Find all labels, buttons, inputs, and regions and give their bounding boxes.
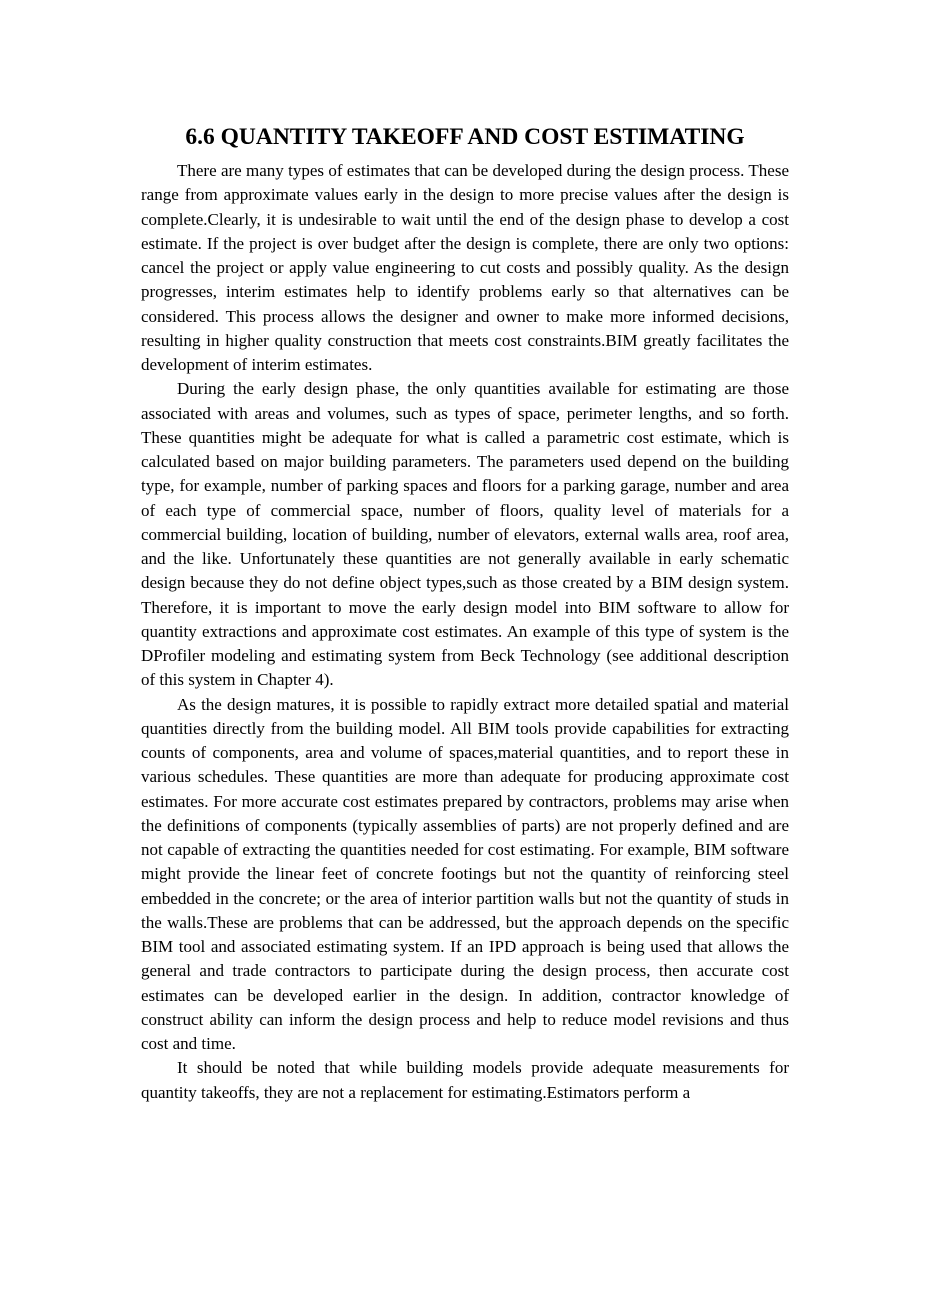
section-title: 6.6 QUANTITY TAKEOFF AND COST ESTIMATING <box>185 124 745 150</box>
page-content <box>141 118 789 1105</box>
paragraph-early-design-phase: During the early design phase, the only quantities available for estimating are those associated with areas and volumes, such as types of space, perimeter lengths, and so forth. These quantities might be adequate for what is called a parametric cost estimate, which is calculated based on major building parameters. The parameters used depend on the building type, for example, number of parking spaces and floors for a parking garage, number and area of each type of commercial space, number of floors, quality level of materials for a commercial building, location of building, number of elevators, external walls area, roof area, and the like. Unfortunately these quantities are not generally available in early schematic design because they do not define object types,such as those created by a BIM design system. Therefore, it is important to move the early design model into BIM software to allow for quantity extractions and approximate cost estimates. An example of this type of system is the DProfiler modeling and estimating system from Beck Technology (see additional description of this system in Chapter 4). <box>141 379 789 690</box>
paragraph-design-matures: As the design matures, it is possible to rapidly extract more detailed spatial and material quantities directly from the building model. All BIM tools provide capabilities for extracting counts of components, area and volume of spaces,material quantities, and to report these in various schedules. These quantities are more than adequate for producing approximate cost estimates. For more accurate cost estimates prepared by contractors, problems may arise when the definitions of components (typically assemblies of parts) are not properly defined and are not capable of extracting the quantities needed for cost estimating. For example, BIM software might provide the linear feet of concrete footings but not the quantity of reinforcing steel embedded in the concrete; or the area of interior partition walls but not the quantity of studs in the walls.These are problems that can be addressed, but the approach depends on the specific BIM tool and associated estimating system. If an IPD approach is being used that allows the general and trade contractors to participate during the design process, then accurate cost estimates can be developed earlier in the design. In addition, contractor knowledge of construct ability can inform the design process and help to reduce model revisions and thus cost and time. <box>141 694 789 1053</box>
paragraph-not-replacement: It should be noted that while building models provide adequate measurements for quantity takeoffs, they are not a replacement for estimating.Estimators perform a <box>141 1058 789 1102</box>
paragraph-estimate-types: There are many types of estimates that can be developed during the design process. These range from approximate values early in the design to more precise values after the design is complete.Clearly, it is undesirable to wait until the end of the design phase to develop a cost estimate. If the project is over budget after the design is complete, there are only two options: cancel the project or apply value engineering to cut costs and possibly quality. As the design progresses, interim estimates help to identify problems early so that alternatives can be considered. This process allows the designer and owner to make more informed decisions, resulting in higher quality construction that meets cost constraints.BIM greatly facilitates the development of interim estimates. <box>141 161 789 374</box>
